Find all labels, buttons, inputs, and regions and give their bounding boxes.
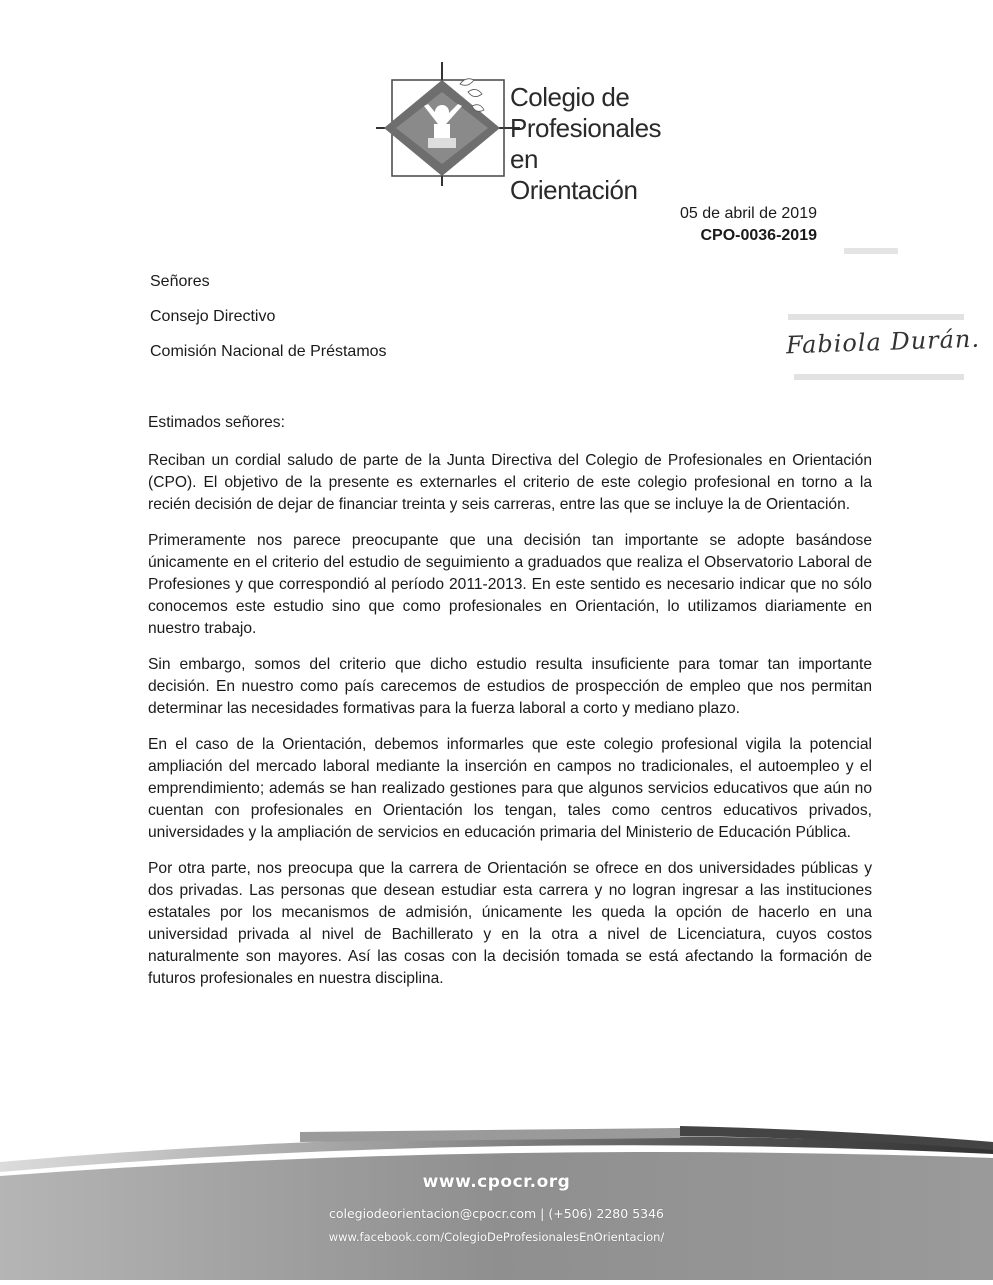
- org-name-line-1: Colegio de: [510, 82, 630, 112]
- letter-reference: CPO-0036-2019: [700, 227, 817, 244]
- body-paragraph: Sin embargo, somos del criterio que dicho estudio resulta insuficiente para tomar tan importante decisión. En nuestro como país carecemos de estudios de prospección de empleo que nos permitan determinar las necesidades formativas para la fuerza laboral a corto y mediano plazo.: [148, 656, 872, 717]
- received-stamp-mark: [786, 310, 968, 324]
- body-paragraph: Por otra parte, nos preocupa que la carrera de Orientación se ofrece en dos universidades públicas y dos privadas. Las personas que desean estudiar esta carrera y no logran ingresar a las instituciones estatales por los mecanismos de admisión, únicamente les queda la opción de hacerlo en una universidad privada al nivel de Bachillerato y en la otra a nivel de Licenciatura, cuyos costos naturalmente son mayores. Así las cosas con la decisión tomada se está afectando la formación de futuros profesionales en nuestra disciplina.: [148, 860, 872, 987]
- footer-website: www.cpocr.org: [422, 1172, 571, 1192]
- org-name-line-2: Profesionales: [510, 113, 662, 143]
- recipient-line: Consejo Directivo: [150, 308, 276, 325]
- body-paragraph: En el caso de la Orientación, debemos informarles que este colegio profesional vigila la potencial ampliación del mercado laboral mediante la inserción en campos no tradicionales, el autoempleo y el emprendimiento; además se han realizado gestiones para que algunos servicios educativos que aún no cuentan con profesionales en Orientación los tengan, tales como centros educativos privados, universidades y la ampliación de servicios en educación primaria del Ministerio de Educación Pública.: [148, 736, 872, 841]
- received-signature: Fabiola Durán.: [785, 324, 981, 360]
- body-paragraph: Primeramente nos parece preocupante que una decisión tan importante se adopte basándose únicamente en el criterio del estudio de seguimiento a graduados que realiza el Observatorio Laboral de Profesiones y que correspondió al período 2011-2013. En este sentido es necesario indicar que no sólo conocemos este estudio sino que como profesionales en Orientación, lo utilizamos diariamente en nuestro trabajo.: [148, 532, 872, 637]
- logo-emblem-icon: [372, 62, 522, 186]
- organization-logo: [372, 62, 672, 205]
- date-reference-block: [680, 203, 817, 247]
- body-paragraph: Reciban un cordial saludo de parte de la Junta Directiva del Colegio de Profesionales en Orientación (CPO). El objetivo de la presente es externarles el criterio de este colegio profesional en torno a la recién decisión de dejar de financiar treinta y seis carreras, entre las que se incluye la de Orientación.: [148, 452, 872, 513]
- recipients-block: [150, 272, 387, 377]
- footer-facebook: www.facebook.com/ColegioDeProfesionalesEnOrientacion/: [328, 1230, 665, 1244]
- faint-stamp-mark: [842, 244, 902, 258]
- letterhead-footer: [0, 1120, 993, 1280]
- recipient-line: Comisión Nacional de Préstamos: [150, 343, 387, 360]
- footer-band-graphic: [0, 1120, 993, 1280]
- organization-name: [510, 82, 672, 206]
- received-date-mark: [792, 370, 968, 384]
- recipient-line: Señores: [150, 273, 210, 290]
- footer-contact: colegiodeorientacion@cpocr.com | (+506) 2280 5346: [328, 1206, 665, 1221]
- letter-body: [148, 412, 872, 1004]
- letter-date: 05 de abril de 2019: [680, 205, 817, 222]
- org-name-line-3: en Orientación: [510, 144, 638, 205]
- salutation: Estimados señores:: [148, 414, 285, 431]
